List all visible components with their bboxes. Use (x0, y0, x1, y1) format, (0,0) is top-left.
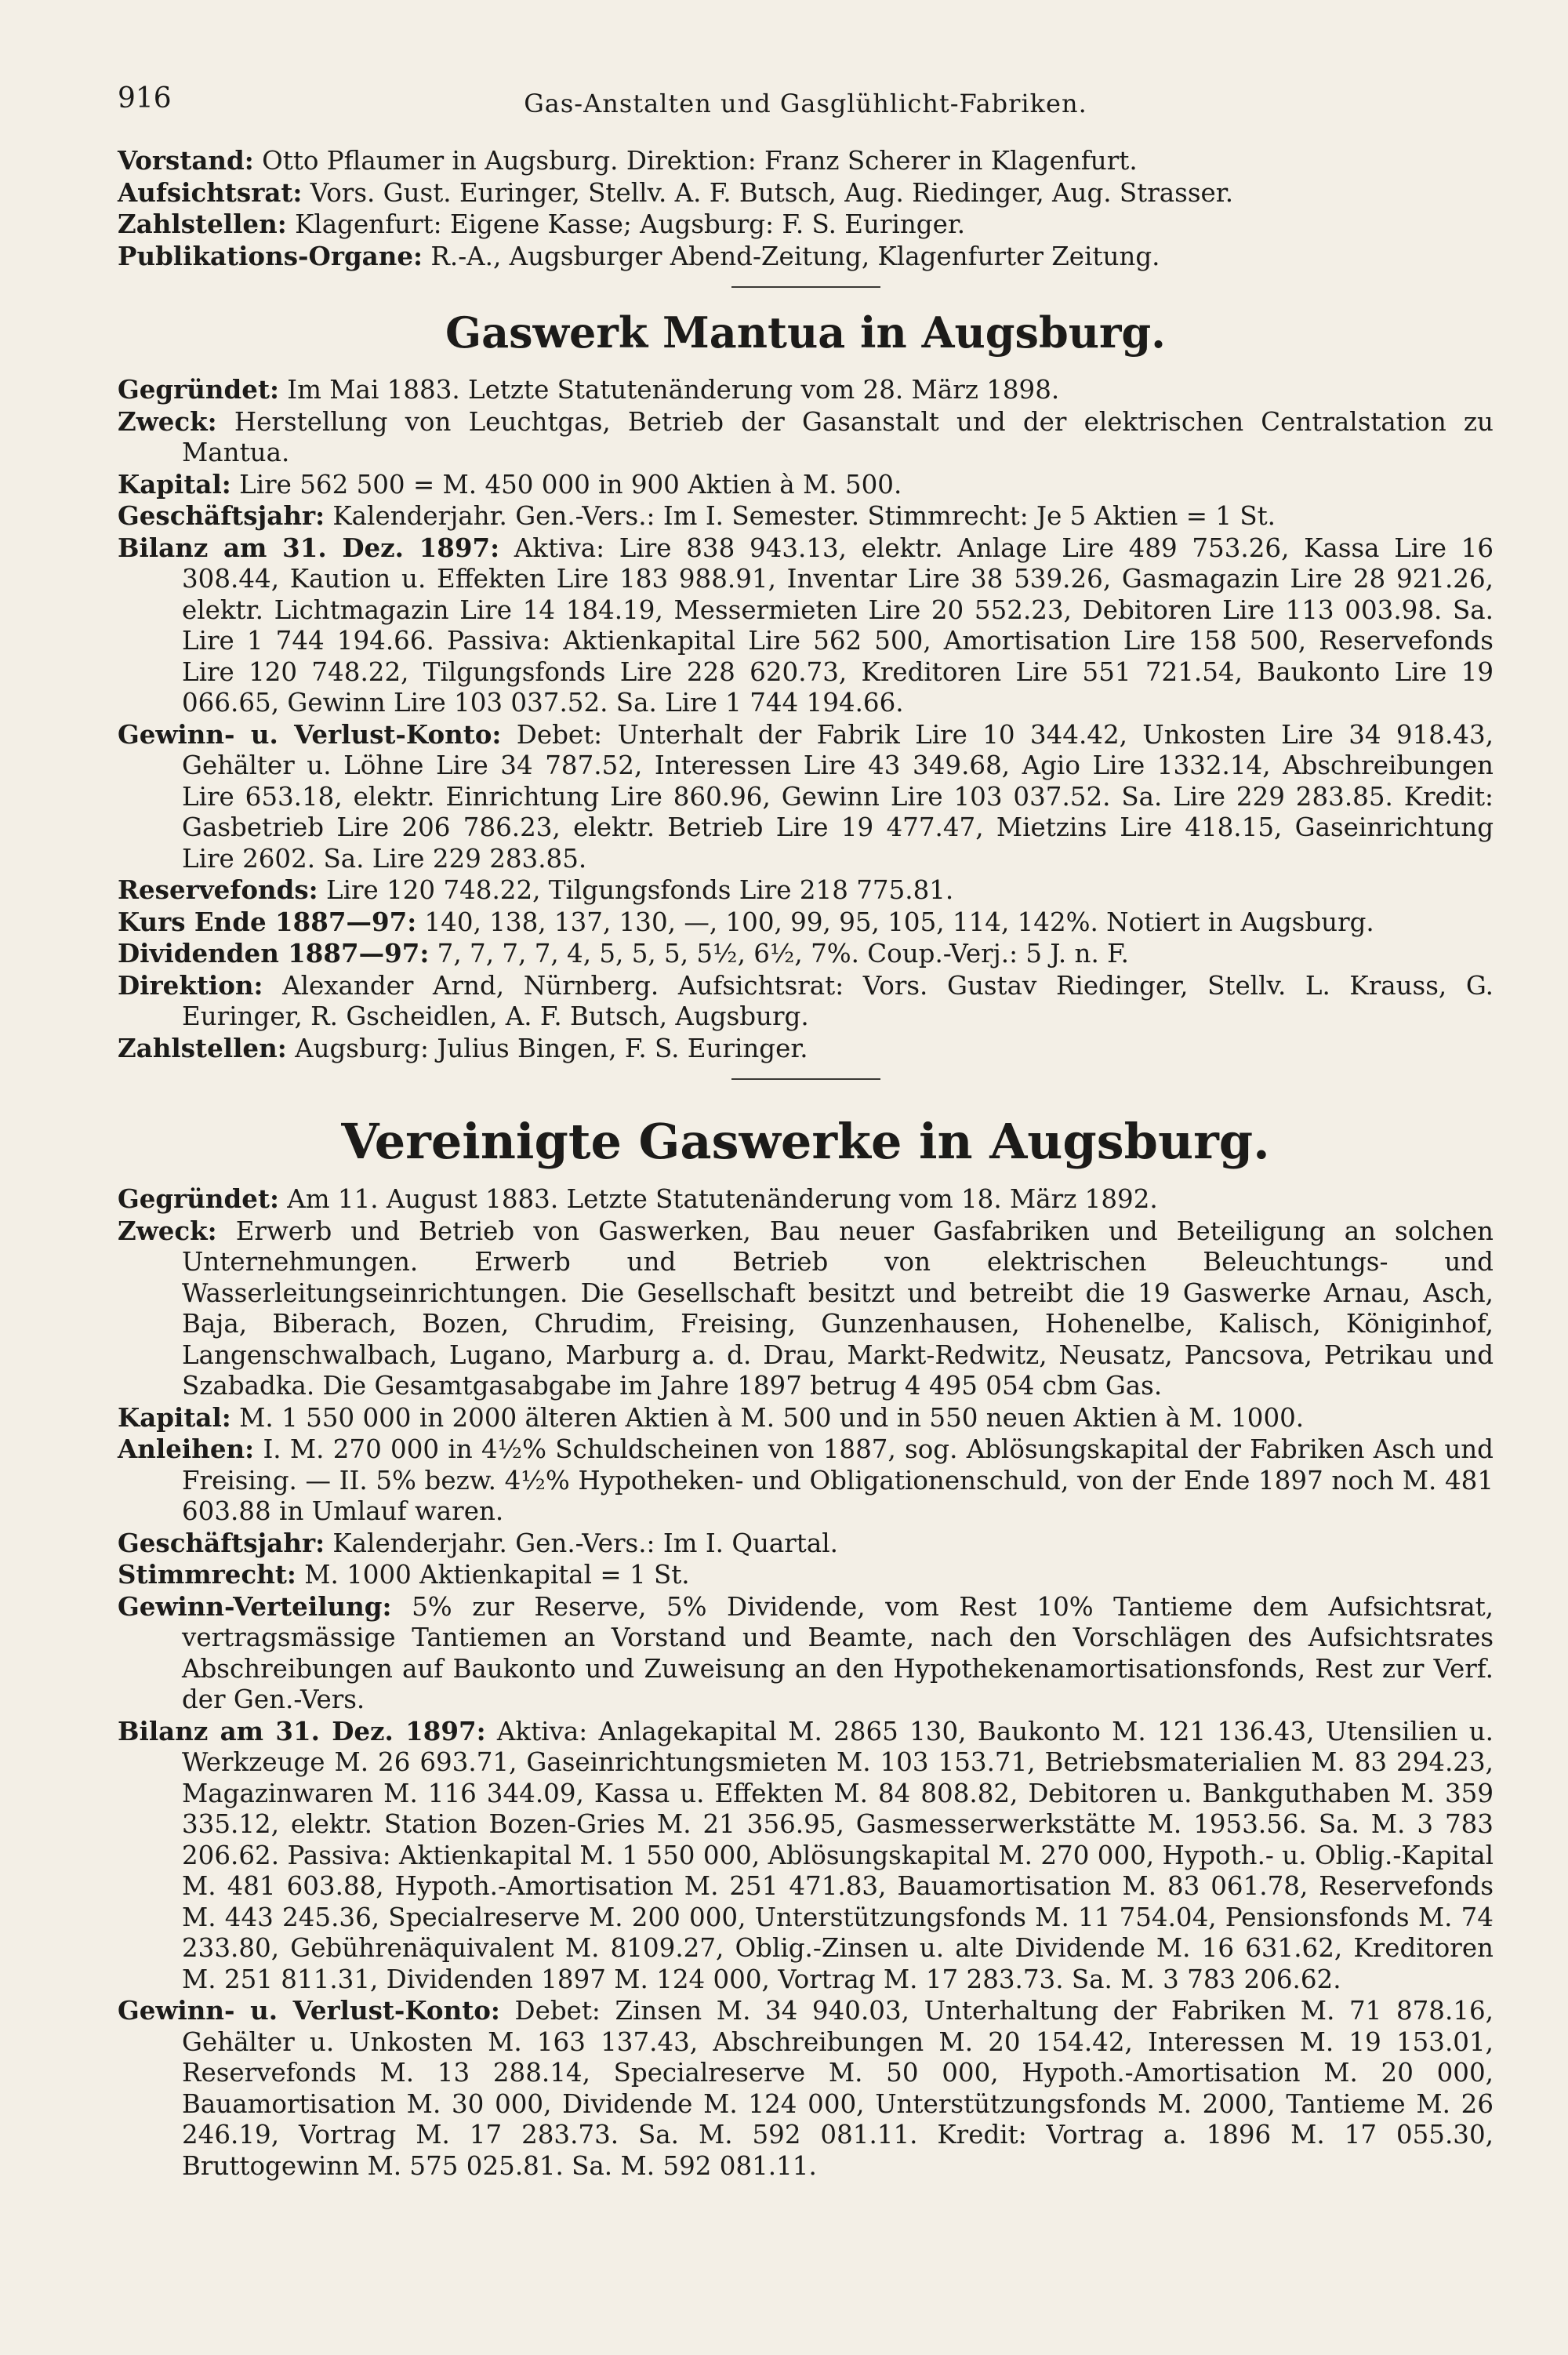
entry-label: Gewinn- u. Verlust-Konto: (118, 1995, 500, 2026)
entry-text: Augsburg: Julius Bingen, F. S. Euringer. (295, 1033, 808, 1063)
entry-text: Vors. Gust. Euringer, Stellv. A. F. Butsch, Aug. Riedinger, Aug. Strasser. (310, 177, 1234, 208)
entry (118, 469, 1494, 501)
entry-label: Reservefonds: (118, 874, 318, 905)
entry-label: Vorstand: (118, 145, 254, 176)
entry (118, 1183, 1494, 1216)
company-title-vereinigte: Vereinigte Gaswerke in Augsburg. (341, 1113, 1270, 1170)
entry-label: Bilanz am 31. Dez. 1897: (118, 1715, 486, 1746)
entry-text: Herstellung von Leuchtgas, Betrieb der Gasanstalt und der elektrischen Centralstation zu Mantua. (182, 406, 1494, 467)
entry-label: Dividenden 1887—97: (118, 938, 430, 969)
entry (118, 532, 1494, 719)
entry-label: Anleihen: (118, 1434, 255, 1464)
entry-text: M. 1000 Aktienkapital = 1 St. (304, 1560, 690, 1590)
entry-label: Zweck: (118, 405, 217, 437)
entry-text: 140, 138, 137, 130, —, 100, 99, 95, 105, 114, 142%. Notiert in Augsburg. (424, 907, 1374, 937)
page-header (118, 82, 1494, 137)
entry-label: Gewinn-Verteilung: (118, 1590, 392, 1622)
previous-company-section (118, 145, 1494, 272)
entry-label: Kapital: (118, 468, 231, 500)
section-divider (731, 1078, 880, 1080)
entry-text: Lire 120 748.22, Tilgungsfonds Lire 218 775.81. (326, 875, 954, 905)
entry-text: Otto Pflaumer in Augsburg. Direktion: Franz Scherer in Klagenfurt. (262, 146, 1138, 176)
entry-text: Debet: Zinsen M. 34 940.03, Unterhaltung der Fabriken M. 71 878.16, Gehälter u. Unkosten M. 163 137.43, Abschreibungen M. 20 154.42, Interessen M. 19 153.01, Reservefonds M. 13 288.14, Specialreserve M. 50 000, Hypoth.-Amortisation M. 20 000, Bauamortisation M. 30 000, Dividende M. 124 000, Unterstützungsfonds M. 2000, Tantieme M. 26 246.19, Vortrag M. 17 283.73. Sa. M. 592 081.11. Kredit: Vortrag a. 1896 M. 17 055.30, Bruttogewinn M. 575 025.81. Sa. M. 592 081.11. (182, 1996, 1494, 2181)
entry (118, 1559, 1494, 1591)
entry (118, 1716, 1494, 1996)
entry-label: Kapital: (118, 1401, 231, 1433)
entry-label: Gewinn- u. Verlust-Konto: (118, 718, 502, 750)
entry (118, 209, 1494, 241)
entry-text: Lire 562 500 = M. 450 000 in 900 Aktien à M. 500. (239, 469, 902, 500)
entry-label: Kurs Ende 1887—97: (118, 906, 417, 937)
entry-text: R.-A., Augsburger Abend-Zeitung, Klagenfurter Zeitung. (430, 241, 1160, 271)
entry-label: Zahlstellen: (118, 1032, 287, 1063)
entry (118, 1591, 1494, 1716)
entry-label: Zahlstellen: (118, 209, 287, 239)
entry (118, 719, 1494, 875)
entry (118, 874, 1494, 907)
entry (118, 145, 1494, 177)
entry-label: Gegründet: (118, 374, 279, 405)
entry (118, 500, 1494, 532)
entry-text: Alexander Arnd, Nürnberg. Aufsichtsrat: Vors. Gustav Riedinger, Stellv. L. Krauss, G. Euringer, R. Gscheidlen, A. F. Butsch, Augsburg. (182, 970, 1494, 1031)
page-number: 916 (118, 82, 172, 114)
entry (118, 374, 1494, 406)
entry-text: Aktiva: Anlagekapital M. 2865 130, Baukonto M. 121 136.43, Utensilien u. Werkzeuge M. 26 693.71, Gaseinrichtungsmieten M. 103 153.71, Betriebsmaterialien M. 83 294.23, Magazinwaren M. 116 344.09, Kassa u. Effekten M. 84 808.82, Debitoren u. Bankguthaben M. 359 335.12, elektr. Station Bozen-Gries M. 21 356.95, Gasmesserwerkstätte M. 1953.56. Sa. M. 3 783 206.62. Passiva: Aktienkapital M. 1 550 000, Ablösungskapital M. 270 000, Hypoth.- u. Oblig.-Kapital M. 481 603.88, Hypoth.-Amortisation M. 251 471.83, Bauamortisation M. 83 061.78, Reservefonds M. 443 245.36, Specialreserve M. 200 000, Unterstützungsfonds M. 11 754.04, Pensionsfonds M. 74 233.80, Gebührenäquivalent M. 8109.27, Oblig.-Zinsen u. alte Dividende M. 16 631.62, Kreditoren M. 251 811.31, Dividenden 1897 M. 124 000, Vortrag M. 17 283.73. Sa. M. 3 783 206.62. (182, 1716, 1494, 1994)
entry-text: M. 1 550 000 in 2000 älteren Aktien à M. 500 und in 550 neuen Aktien à M. 1000. (239, 1402, 1305, 1433)
entry-text: Kalenderjahr. Gen.-Vers.: Im I. Semester. Stimmrecht: Je 5 Aktien = 1 St. (332, 501, 1276, 531)
entry (118, 970, 1494, 1033)
entry-text: Am 11. August 1883. Letzte Statutenänderung vom 18. März 1892. (287, 1184, 1158, 1214)
section-divider (731, 286, 880, 288)
entry-text: Im Mai 1883. Letzte Statutenänderung vom 28. März 1898. (287, 375, 1060, 405)
entry (118, 1528, 1494, 1560)
entry-label: Zweck: (118, 1215, 217, 1246)
company-section-vereinigte (118, 1183, 1494, 2182)
company-section-mantua (118, 374, 1494, 1064)
entry-text: Erwerb und Betrieb von Gaswerken, Bau neuer Gasfabriken und Beteiligung an solchen Unternehmungen. Erwerb und Betrieb von elektrischen Beleuchtungs- und Wasserleitungseinrichtungen. Die Gesellschaft besitzt und betreibt die 19 Gaswerke Arnau, Asch, Baja, Biberach, Bozen, Chrudim, Freising, Gunzenhausen, Hohenelbe, Kalisch, Königinhof, Langenschwalbach, Lugano, Marburg a. d. Drau, Markt-Redwitz, Neusatz, Pancsova, Petrikau und Szabadka. Die Gesamtgasabgabe im Jahre 1897 betrug 4 495 054 cbm Gas. (182, 1216, 1494, 1401)
entry-label: Geschäftsjahr: (118, 500, 325, 531)
entry-label: Gegründet: (118, 1183, 279, 1214)
entry (118, 1995, 1494, 2182)
entry-text: Debet: Unterhalt der Fabrik Lire 10 344.42, Unkosten Lire 34 918.43, Gehälter u. Löhne Lire 34 787.52, Interessen Lire 43 349.68, Agio Lire 1332.14, Abschreibungen Lire 653.18, elektr. Einrichtung Lire 860.96, Gewinn Lire 103 037.52. Sa. Lire 229 283.85. Kredit: Gasbetrieb Lire 206 786.23, elektr. Betrieb Lire 19 477.47, Mietzins Lire 418.15, Gaseinrichtung Lire 2602. Sa. Lire 229 283.85. (182, 719, 1494, 874)
company-title-mantua: Gaswerk Mantua in Augsburg. (445, 307, 1166, 358)
entry (118, 1434, 1494, 1528)
running-title: Gas-Anstalten und Gasglühlicht-Fabriken. (524, 89, 1087, 118)
entry-text: I. M. 270 000 in 4½% Schuldscheinen von 1887, sog. Ablösungskapital der Fabriken Asch und Freising. — II. 5% bezw. 4½% Hypotheken- und Obligationenschuld, von der Ende 1897 noch M. 481 603.88 in Umlauf waren. (182, 1434, 1494, 1526)
entry (118, 241, 1494, 273)
entry-label: Bilanz am 31. Dez. 1897: (118, 532, 500, 563)
entry-text: Klagenfurt: Eigene Kasse; Augsburg: F. S. Euringer. (295, 209, 966, 239)
entry-label: Stimmrecht: (118, 1559, 296, 1590)
entry-label: Publikations-Organe: (118, 240, 423, 271)
entry (118, 907, 1494, 939)
entry-label: Aufsichtsrat: (118, 176, 303, 208)
entry (118, 177, 1494, 209)
entry-label: Direktion: (118, 969, 263, 1001)
entry (118, 1033, 1494, 1065)
entry (118, 1402, 1494, 1434)
entry-label: Geschäftsjahr: (118, 1527, 325, 1558)
entry-text: Aktiva: Lire 838 943.13, elektr. Anlage Lire 489 753.26, Kassa Lire 16 308.44, Kaution u. Effekten Lire 183 988.91, Inventar Lire 38 539.26, Gasmagazin Lire 28 921.26, elektr. Lichtmagazin Lire 14 184.19, Messermieten Lire 20 552.23, Debitoren Lire 113 003.98. Sa. Lire 1 744 194.66. Passiva: Aktienkapital Lire 562 500, Amortisation Lire 158 500, Reservefonds Lire 120 748.22, Tilgungsfonds Lire 228 620.73, Kreditoren Lire 551 721.54, Baukonto Lire 19 066.65, Gewinn Lire 103 037.52. Sa. Lire 1 744 194.66. (182, 532, 1494, 718)
entry (118, 1216, 1494, 1402)
entry-text: Kalenderjahr. Gen.-Vers.: Im I. Quartal. (332, 1528, 838, 1558)
entry (118, 938, 1494, 970)
entry-text: 7, 7, 7, 7, 4, 5, 5, 5, 5½, 6½, 7%. Coup.-Verj.: 5 J. n. F. (437, 939, 1129, 969)
entry-text: 5% zur Reserve, 5% Dividende, vom Rest 10% Tantieme dem Aufsichtsrat, vertragsmässige Tantiemen an Vorstand und Beamte, nach den Vorschlägen des Aufsichtsrates Abschreibungen auf Baukonto und Zuweisung an den Hypothekenamortisationsfonds, Rest zur Verf. der Gen.-Vers. (182, 1591, 1494, 1714)
entry (118, 406, 1494, 469)
